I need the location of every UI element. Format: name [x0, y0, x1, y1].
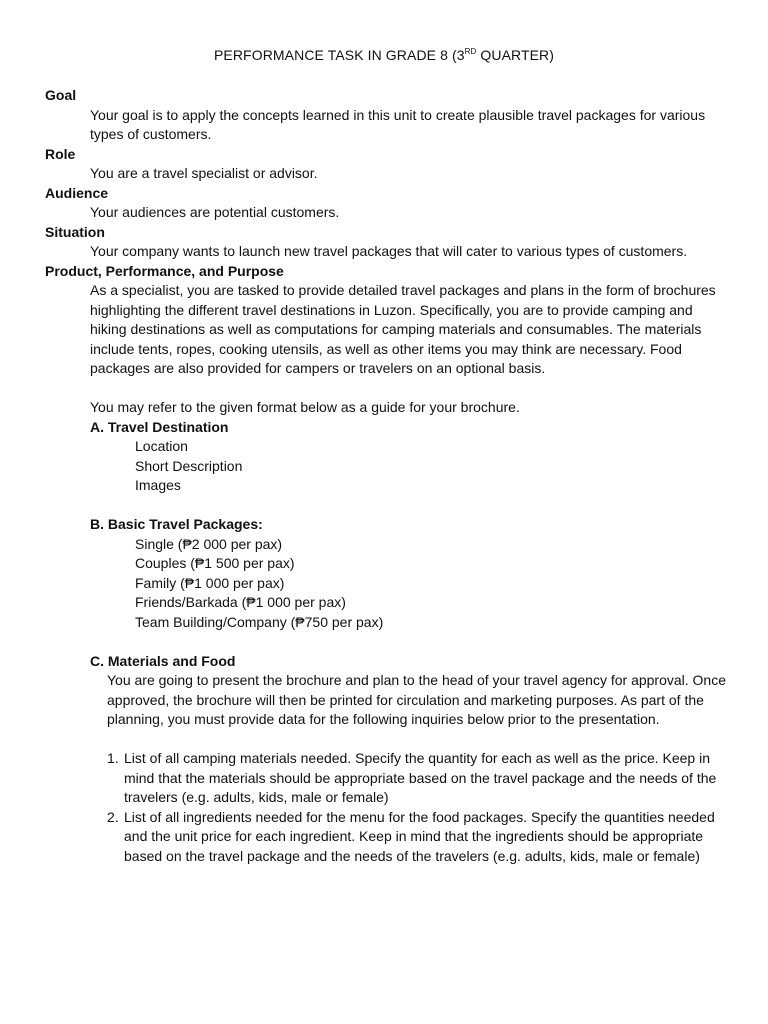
list-item: Short Description — [135, 457, 243, 474]
goal-text: Your goal is to apply the concepts learned in this unit to create plausible travel packages for various types of customers. — [90, 106, 706, 142]
situation-heading: Situation — [45, 223, 105, 240]
list-item — [107, 808, 727, 867]
role-heading: Role — [45, 145, 76, 162]
page-title — [0, 47, 768, 63]
list-item: Family (₱1 000 per pax) — [135, 574, 285, 591]
title-text: PERFORMANCE TASK IN GRADE 8 (3 — [213, 47, 465, 63]
spacer — [45, 379, 735, 399]
spacer — [45, 632, 735, 652]
audience-text: Your audiences are potential customers. — [90, 204, 340, 220]
audience-heading: Audience — [45, 184, 109, 201]
list-item: Couples (₱1 500 per pax) — [135, 555, 295, 571]
product-text: As a specialist, you are tasked to provide detailed travel packages and plans in the form of brochures highlighting the different travel destinations in Luzon. Specifically, you are to provide camping and hiking destinations as well as computations for camping materials and consumables. The materials include tents, ropes, cooking utensils, as well as other items you may think are necessary. Food packages are also provided for campers or travelers on an optional basis. — [90, 282, 716, 376]
document-body — [45, 86, 735, 866]
list-text: List of all ingredients needed for the menu for the food packages. Specify the quantities needed and the unit price for each ingredient. Keep in mind that the ingredients should be appropriate based on the travel package and the needs of the travelers (e.g. adults, kids, male or female) — [124, 808, 715, 864]
title-text-end: QUARTER) — [476, 47, 555, 63]
list-item: Location — [135, 438, 188, 454]
spacer — [45, 730, 735, 750]
section-a-list — [135, 437, 735, 496]
list-item — [107, 749, 727, 808]
format-note: You may refer to the given format below as a guide for your brochure. — [90, 399, 520, 415]
section-b-heading: B. Basic Travel Packages: — [90, 516, 263, 532]
list-text: List of all camping materials needed. Specify the quantity for each as well as the price. Keep in mind that the materials should be appropriate based on the travel package and the needs of the travelers (e.g. adults, kids, male or female) — [124, 750, 717, 805]
list-item: Friends/Barkada (₱1 000 per pax) — [135, 594, 346, 610]
section-a-heading: A. Travel Destination — [90, 418, 229, 435]
goal-heading: Goal — [45, 87, 77, 103]
list-item: Single (₱2 000 per pax) — [135, 535, 283, 552]
list-number: 1. — [107, 750, 119, 766]
section-b-list — [135, 535, 735, 633]
title-superscript: RD — [464, 47, 477, 56]
role-text: You are a travel specialist or advisor. — [90, 165, 318, 181]
list-item: Images — [135, 477, 181, 493]
spacer — [45, 496, 735, 516]
list-number: 2. — [107, 808, 119, 825]
list-item: Team Building/Company (₱750 per pax) — [135, 613, 384, 630]
section-c-text: You are going to present the brochure and plan to the head of your travel agency for approval. Once approved, the brochure will then be printed for circulation and marketing purposes. As part of the planning, you must provide data for the following inquiries below prior to the presentation. — [107, 672, 727, 727]
product-heading: Product, Performance, and Purpose — [45, 262, 284, 279]
inquiry-list — [107, 749, 727, 866]
situation-text: Your company wants to launch new travel packages that will cater to various types of customers. — [90, 243, 688, 259]
section-c-heading: C. Materials and Food — [90, 652, 236, 669]
